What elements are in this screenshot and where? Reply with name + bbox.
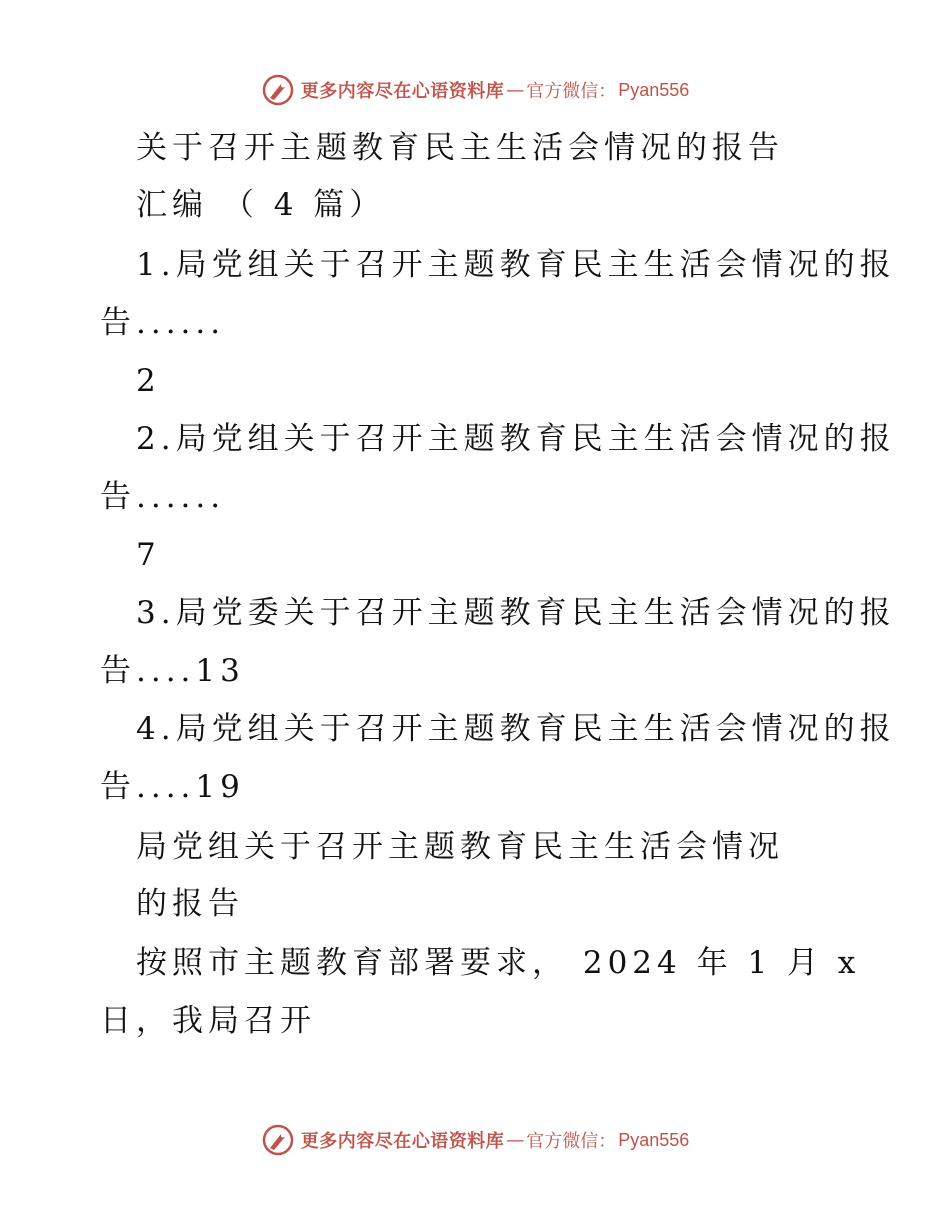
body-paragraph-line-1: 按照市主题教育部署要求， 2024 年 1 月 x (136, 945, 861, 981)
section-title-line-1: 局党组关于召开主题教育民主生活会情况 (136, 829, 784, 865)
watermark-official-label: 官方微信： (526, 81, 617, 102)
header-watermark (0, 70, 950, 110)
body-paragraph-line-2: 日，我局召开 (100, 1003, 316, 1039)
toc-entry-4-line-1: 4.局党组关于召开主题教育民主生活会情况的报 (136, 711, 896, 747)
watermark-separator: — (506, 79, 525, 101)
watermark-official-label: 官方微信： (526, 1131, 617, 1152)
toc-entry-2-line-2: 告...... (100, 479, 226, 515)
watermark-account-id: Pyan556 (618, 1129, 690, 1150)
toc-entry-1-line-2: 告...... (100, 305, 226, 341)
footer-watermark (0, 1120, 950, 1160)
watermark-account-id: Pyan556 (618, 79, 690, 100)
watermark-separator: — (506, 1129, 525, 1151)
document-title-line-2: 汇编 （ 4 篇） (136, 187, 386, 223)
pen-circle-logo-icon (261, 73, 295, 107)
document-title-line-1: 关于召开主题教育民主生活会情况的报告 (136, 130, 784, 166)
toc-entry-4-line-2: 告....19 (100, 769, 245, 805)
toc-entry-3-line-2: 告....13 (100, 653, 245, 689)
toc-entry-3-line-1: 3.局党委关于召开主题教育民主生活会情况的报 (136, 595, 896, 631)
watermark-main-text: 更多内容尽在心语资料库 (300, 81, 505, 102)
watermark-main-text: 更多内容尽在心语资料库 (300, 1131, 505, 1152)
toc-entry-1-page: 2 (136, 363, 161, 399)
toc-entry-1-line-1: 1.局党组关于召开主题教育民主生活会情况的报 (136, 247, 896, 283)
pen-circle-logo-icon (261, 1123, 295, 1157)
section-title-line-2: 的报告 (136, 886, 244, 922)
toc-entry-2-line-1: 2.局党组关于召开主题教育民主生活会情况的报 (136, 421, 896, 457)
toc-entry-2-page: 7 (136, 537, 161, 573)
